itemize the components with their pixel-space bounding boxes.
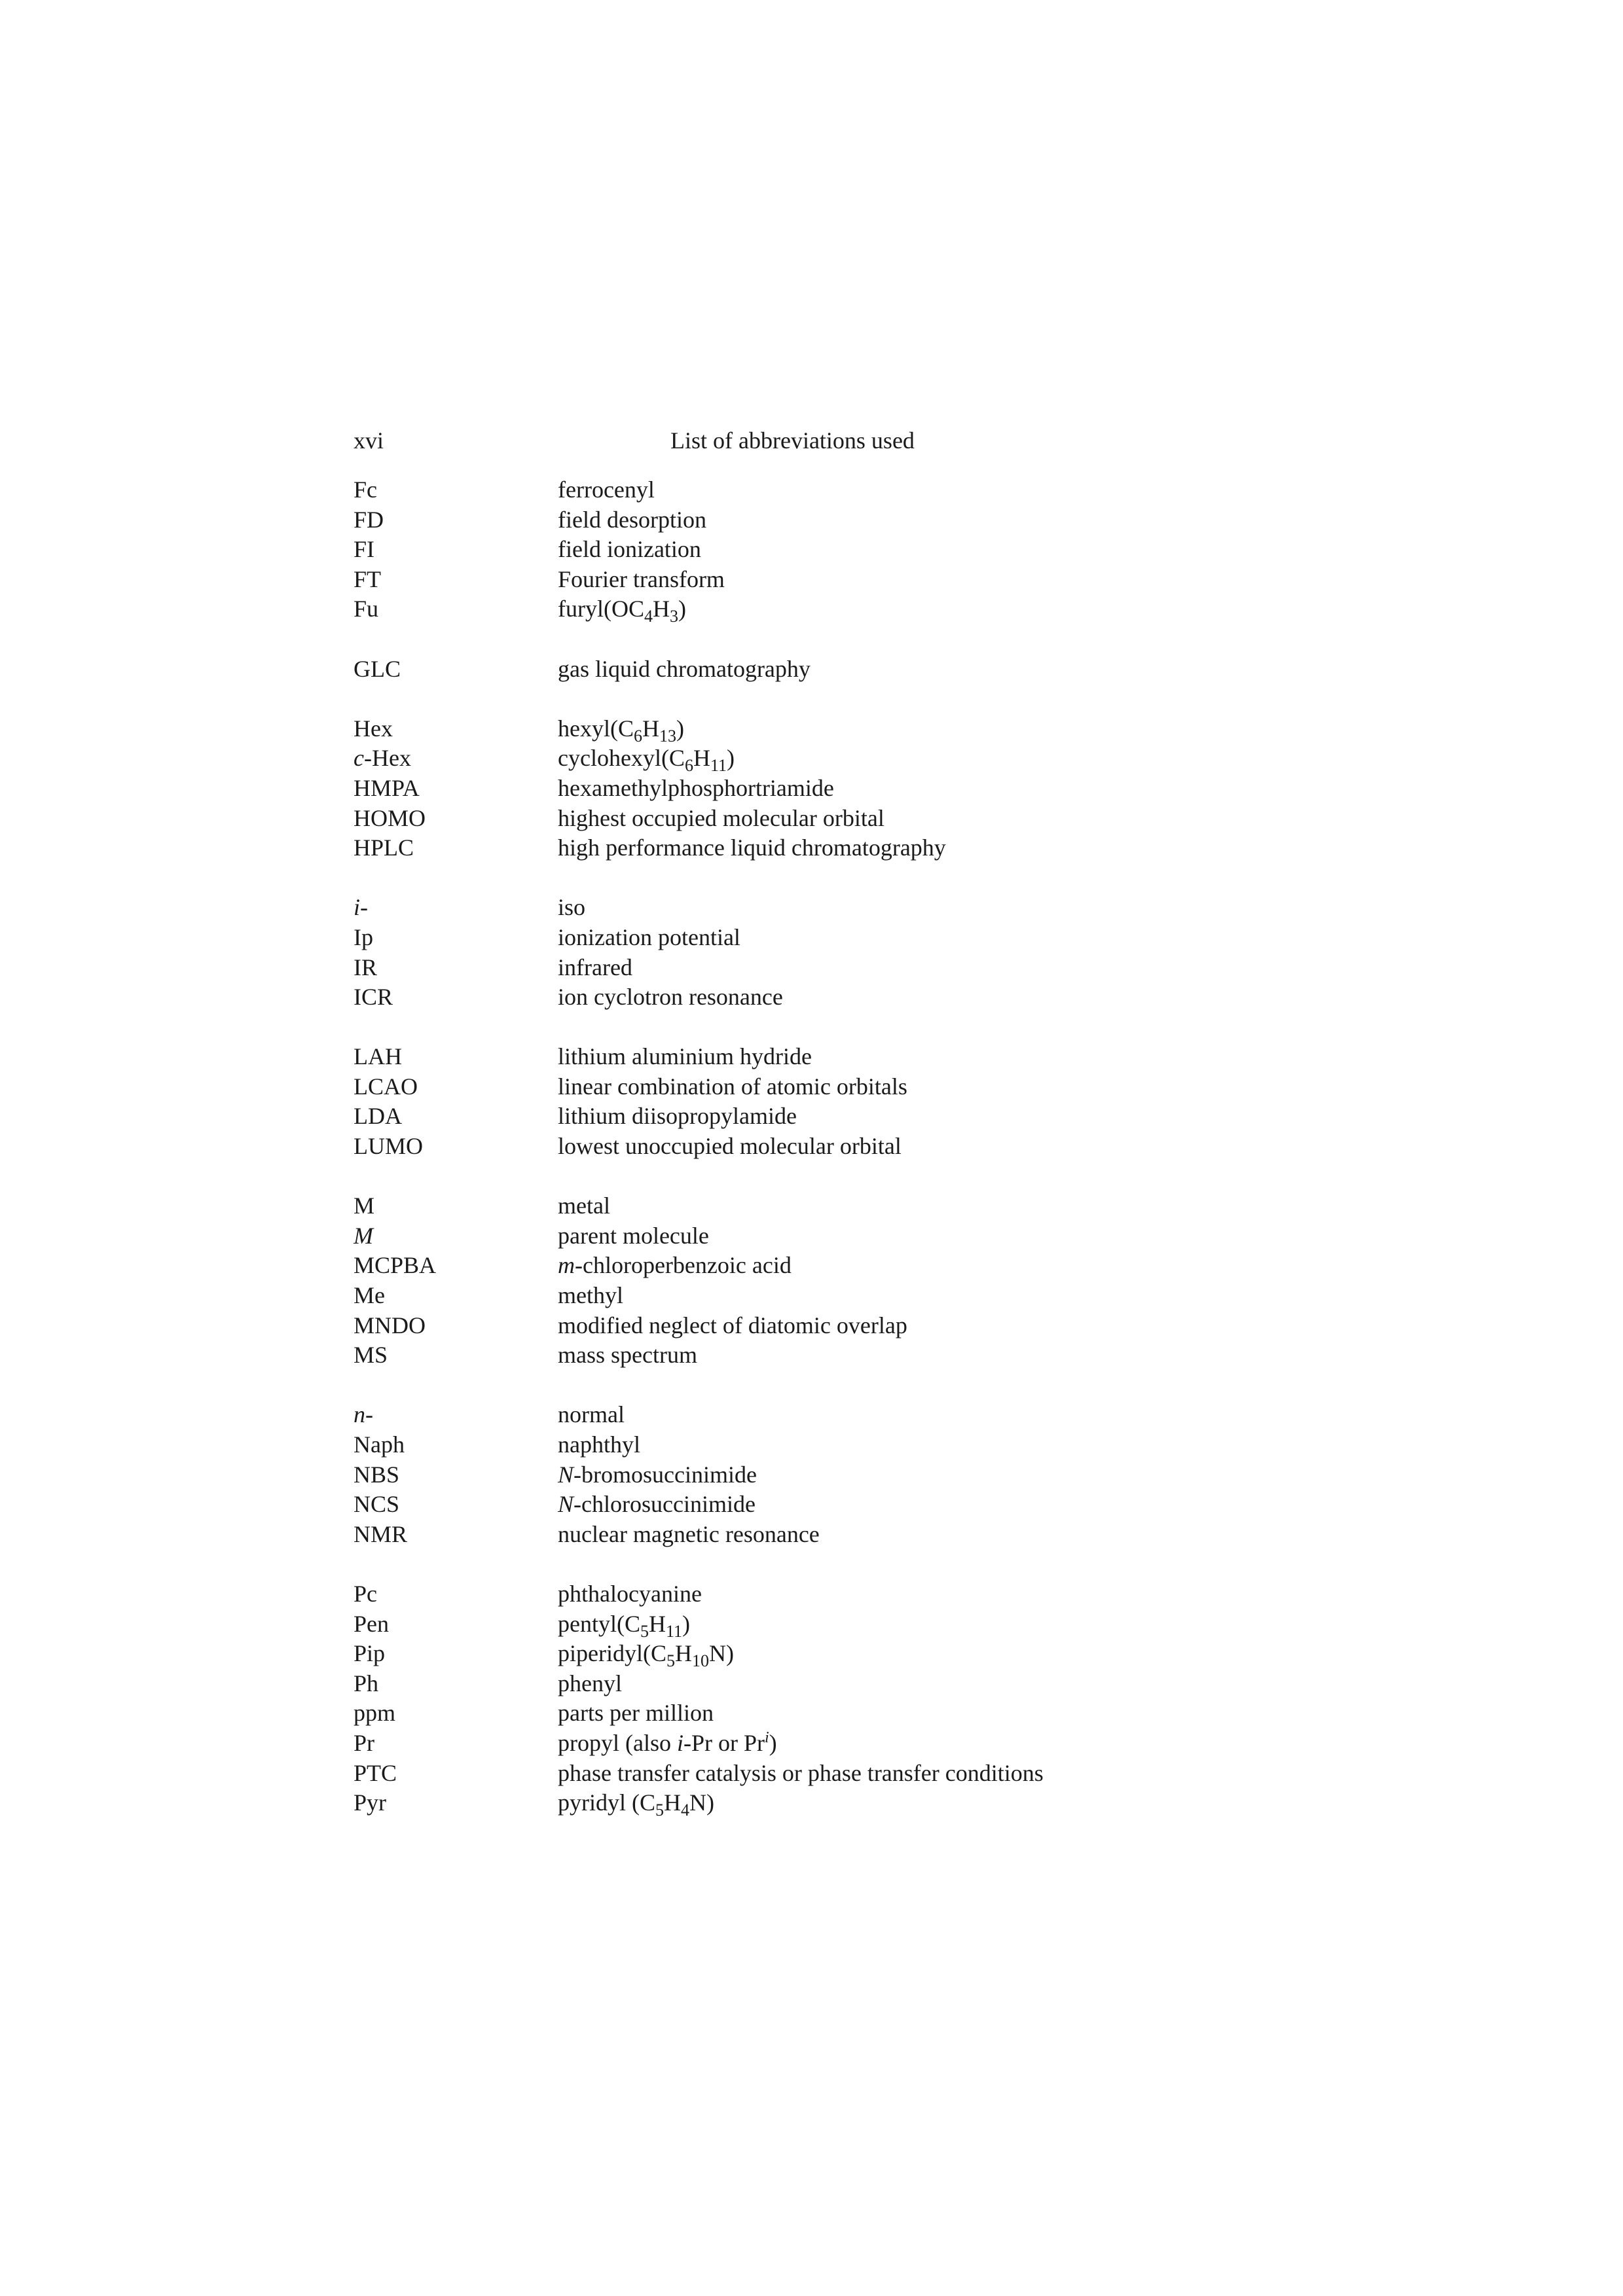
abbreviation-definition: Fourier transform <box>558 565 725 592</box>
abbreviation-definition: mass spectrum <box>558 1342 697 1369</box>
abbreviation-term: LDA <box>354 1103 402 1130</box>
abbreviation-row <box>354 1490 1597 1520</box>
abbreviation-row <box>354 1729 1597 1759</box>
abbreviation-definition: iso <box>558 894 586 921</box>
abbreviation-term: LCAO <box>354 1073 418 1100</box>
subscript: 3 <box>669 607 678 626</box>
abbreviation-term: M <box>354 1193 375 1219</box>
page-header <box>354 424 1597 457</box>
abbreviation-row <box>354 744 1597 774</box>
subscript: 5 <box>655 1801 664 1820</box>
abbreviation-row <box>354 1102 1597 1132</box>
abbreviation-definition: m-chloroperbenzoic acid <box>558 1252 792 1279</box>
subscript: 6 <box>684 756 693 776</box>
abbreviation-definition: $pentyl(C_5H_{11})$ <box>558 1610 691 1641</box>
abbreviation-definition: $piperidyl(C_5H_{10}N)$ <box>558 1640 734 1671</box>
italic-text: c <box>354 745 364 772</box>
abbreviation-row <box>354 833 1597 863</box>
subscript: 11 <box>665 1621 683 1641</box>
subscript: 13 <box>659 726 676 745</box>
abbreviation-definition: lithium aluminium hydride <box>558 1043 812 1070</box>
abbreviation-definition: modified neglect of diatomic overlap <box>558 1312 907 1338</box>
abbreviation-definition: linear combination of atomic orbitals <box>558 1073 907 1100</box>
abbreviation-row <box>354 475 1597 505</box>
abbreviation-term: HMPA <box>354 774 420 801</box>
abbreviation-row <box>354 1698 1597 1729</box>
abbreviation-definition: hexamethylphosphortriamide <box>558 774 834 801</box>
abbreviation-term: LUMO <box>354 1133 423 1160</box>
abbreviation-row <box>354 982 1597 1013</box>
abbreviation-definition: phthalocyanine <box>558 1580 702 1607</box>
abbreviation-row <box>354 1311 1597 1341</box>
abbreviation-definition: ionization potential <box>558 924 740 950</box>
abbreviation-term: ppm <box>354 1700 396 1727</box>
abbreviation-list <box>354 475 1597 1848</box>
abbreviation-term: n- <box>354 1401 373 1428</box>
italic-text: N <box>558 1491 574 1518</box>
abbreviation-row <box>354 774 1597 804</box>
abbreviation-term: Pc <box>354 1580 377 1607</box>
abbreviation-group <box>354 1042 1597 1161</box>
abbreviation-definition: gas liquid chromatography <box>558 655 811 682</box>
abbreviation-term: MS <box>354 1342 388 1369</box>
abbreviation-definition: infrared <box>558 954 632 980</box>
abbreviation-definition: lowest unoccupied molecular orbital <box>558 1133 902 1160</box>
running-title: List of abbreviations used <box>670 427 915 454</box>
abbreviation-definition: phase transfer catalysis or phase transfer conditions <box>558 1759 1044 1786</box>
abbreviation-term: MNDO <box>354 1312 426 1338</box>
abbreviation-row <box>354 1669 1597 1699</box>
abbreviation-definition: field ionization <box>558 536 701 563</box>
abbreviation-row <box>354 1132 1597 1162</box>
italic-text: m <box>558 1252 575 1279</box>
abbreviation-group <box>354 1400 1597 1549</box>
abbreviation-definition: phenyl <box>558 1670 622 1696</box>
abbreviation-term: PTC <box>354 1759 397 1786</box>
abbreviation-term: LAH <box>354 1043 402 1070</box>
abbreviation-definition: methyl <box>558 1282 623 1309</box>
abbreviation-term: Ph <box>354 1670 379 1696</box>
abbreviation-definition: high performance liquid chromatography <box>558 834 946 861</box>
abbreviation-term: MCPBA <box>354 1252 437 1279</box>
abbreviation-group <box>354 475 1597 624</box>
abbreviation-row <box>354 1221 1597 1251</box>
subscript: 10 <box>691 1651 709 1671</box>
abbreviation-term: IR <box>354 954 377 980</box>
abbreviation-definition: ferrocenyl <box>558 476 655 503</box>
abbreviation-row <box>354 565 1597 595</box>
abbreviation-row <box>354 1788 1597 1818</box>
abbreviation-term: FI <box>354 536 375 563</box>
abbreviation-term: Me <box>354 1282 385 1309</box>
abbreviation-term: FT <box>354 565 382 592</box>
abbreviation-definition: $hexyl(C_6H_{13})$ <box>558 715 684 745</box>
subscript: 6 <box>633 726 642 745</box>
abbreviation-term: Hex <box>354 715 393 742</box>
abbreviation-row <box>354 1759 1597 1789</box>
abbreviation-term: Pyr <box>354 1789 387 1816</box>
abbreviation-term: Ip <box>354 924 373 950</box>
abbreviation-term: Pen <box>354 1610 389 1637</box>
abbreviation-row <box>354 953 1597 983</box>
abbreviation-group <box>354 893 1597 1012</box>
abbreviation-row <box>354 1191 1597 1221</box>
abbreviation-term: Pip <box>354 1640 386 1667</box>
abbreviation-definition: ion cyclotron resonance <box>558 984 783 1011</box>
abbreviation-row <box>354 1340 1597 1371</box>
abbreviation-definition: metal <box>558 1193 610 1219</box>
abbreviation-row <box>354 1579 1597 1609</box>
abbreviation-term: FD <box>354 506 384 533</box>
abbreviation-row <box>354 535 1597 565</box>
abbreviation-group <box>354 655 1597 685</box>
abbreviation-group <box>354 1191 1597 1371</box>
abbreviation-term: c-Hex <box>354 745 411 772</box>
subscript: 4 <box>681 1801 689 1820</box>
abbreviation-row <box>354 505 1597 535</box>
italic-text: M <box>354 1222 373 1249</box>
abbreviation-term: NBS <box>354 1461 400 1488</box>
abbreviation-row <box>354 1072 1597 1102</box>
italic-text: i <box>354 894 361 921</box>
abbreviation-definition: parent molecule <box>558 1222 709 1249</box>
abbreviation-definition: parts per million <box>558 1700 714 1727</box>
abbreviation-row <box>354 893 1597 923</box>
abbreviation-term: HPLC <box>354 834 414 861</box>
abbreviation-term: GLC <box>354 655 401 682</box>
abbreviation-definition: $cyclohexyl(C_6H_{11})$ <box>558 745 735 776</box>
abbreviation-term: Fu <box>354 596 379 622</box>
subscript: 4 <box>644 607 653 626</box>
italic-text: N <box>558 1461 574 1488</box>
abbreviation-definition: field desorption <box>558 506 706 533</box>
abbreviation-term: NCS <box>354 1491 400 1518</box>
italic-text: n <box>354 1401 365 1428</box>
abbreviation-row <box>354 1520 1597 1550</box>
subscript: 5 <box>640 1621 649 1641</box>
abbreviation-row <box>354 1042 1597 1072</box>
abbreviation-definition: N-chlorosuccinimide <box>558 1491 756 1518</box>
abbreviation-definition: propyl (also i-Pr or Pr$^i$) <box>558 1729 777 1756</box>
abbreviation-row <box>354 714 1597 744</box>
page-number: xvi <box>354 427 384 454</box>
abbreviation-row <box>354 923 1597 953</box>
abbreviation-row <box>354 1251 1597 1281</box>
abbreviation-row <box>354 1281 1597 1311</box>
abbreviation-row <box>354 1400 1597 1430</box>
abbreviation-term: HOMO <box>354 804 426 831</box>
subscript: 5 <box>666 1651 675 1671</box>
abbreviation-row <box>354 1460 1597 1490</box>
abbreviation-row <box>354 1639 1597 1669</box>
abbreviation-definition: lithium diisopropylamide <box>558 1103 797 1130</box>
abbreviation-definition: $furyl(OC_4H_3)$ <box>558 596 686 626</box>
abbreviation-row <box>354 1609 1597 1640</box>
abbreviation-row <box>354 594 1597 624</box>
abbreviation-definition: nuclear magnetic resonance <box>558 1520 820 1547</box>
abbreviation-group <box>354 1579 1597 1818</box>
subscript: 11 <box>710 756 727 776</box>
abbreviation-row <box>354 655 1597 685</box>
abbreviation-definition: N-bromosuccinimide <box>558 1461 757 1488</box>
abbreviation-term: NMR <box>354 1520 408 1547</box>
abbreviation-definition: normal <box>558 1401 625 1428</box>
abbreviation-group <box>354 714 1597 863</box>
abbreviation-row <box>354 804 1597 834</box>
abbreviation-term: ICR <box>354 984 393 1011</box>
abbreviation-term: Pr <box>354 1729 375 1756</box>
abbreviation-term: i- <box>354 894 369 921</box>
italic-text: i <box>676 1729 684 1756</box>
abbreviation-definition: highest occupied molecular orbital <box>558 804 884 831</box>
abbreviation-row <box>354 1430 1597 1460</box>
abbreviation-term <box>354 1221 558 1251</box>
abbreviation-term: Fc <box>354 476 377 503</box>
abbreviation-term: Naph <box>354 1431 405 1458</box>
superscript: i <box>764 1729 769 1746</box>
abbreviation-definition: naphthyl <box>558 1431 640 1458</box>
abbreviation-definition: pyridyl $(C_5H_4N)$ <box>558 1789 714 1820</box>
